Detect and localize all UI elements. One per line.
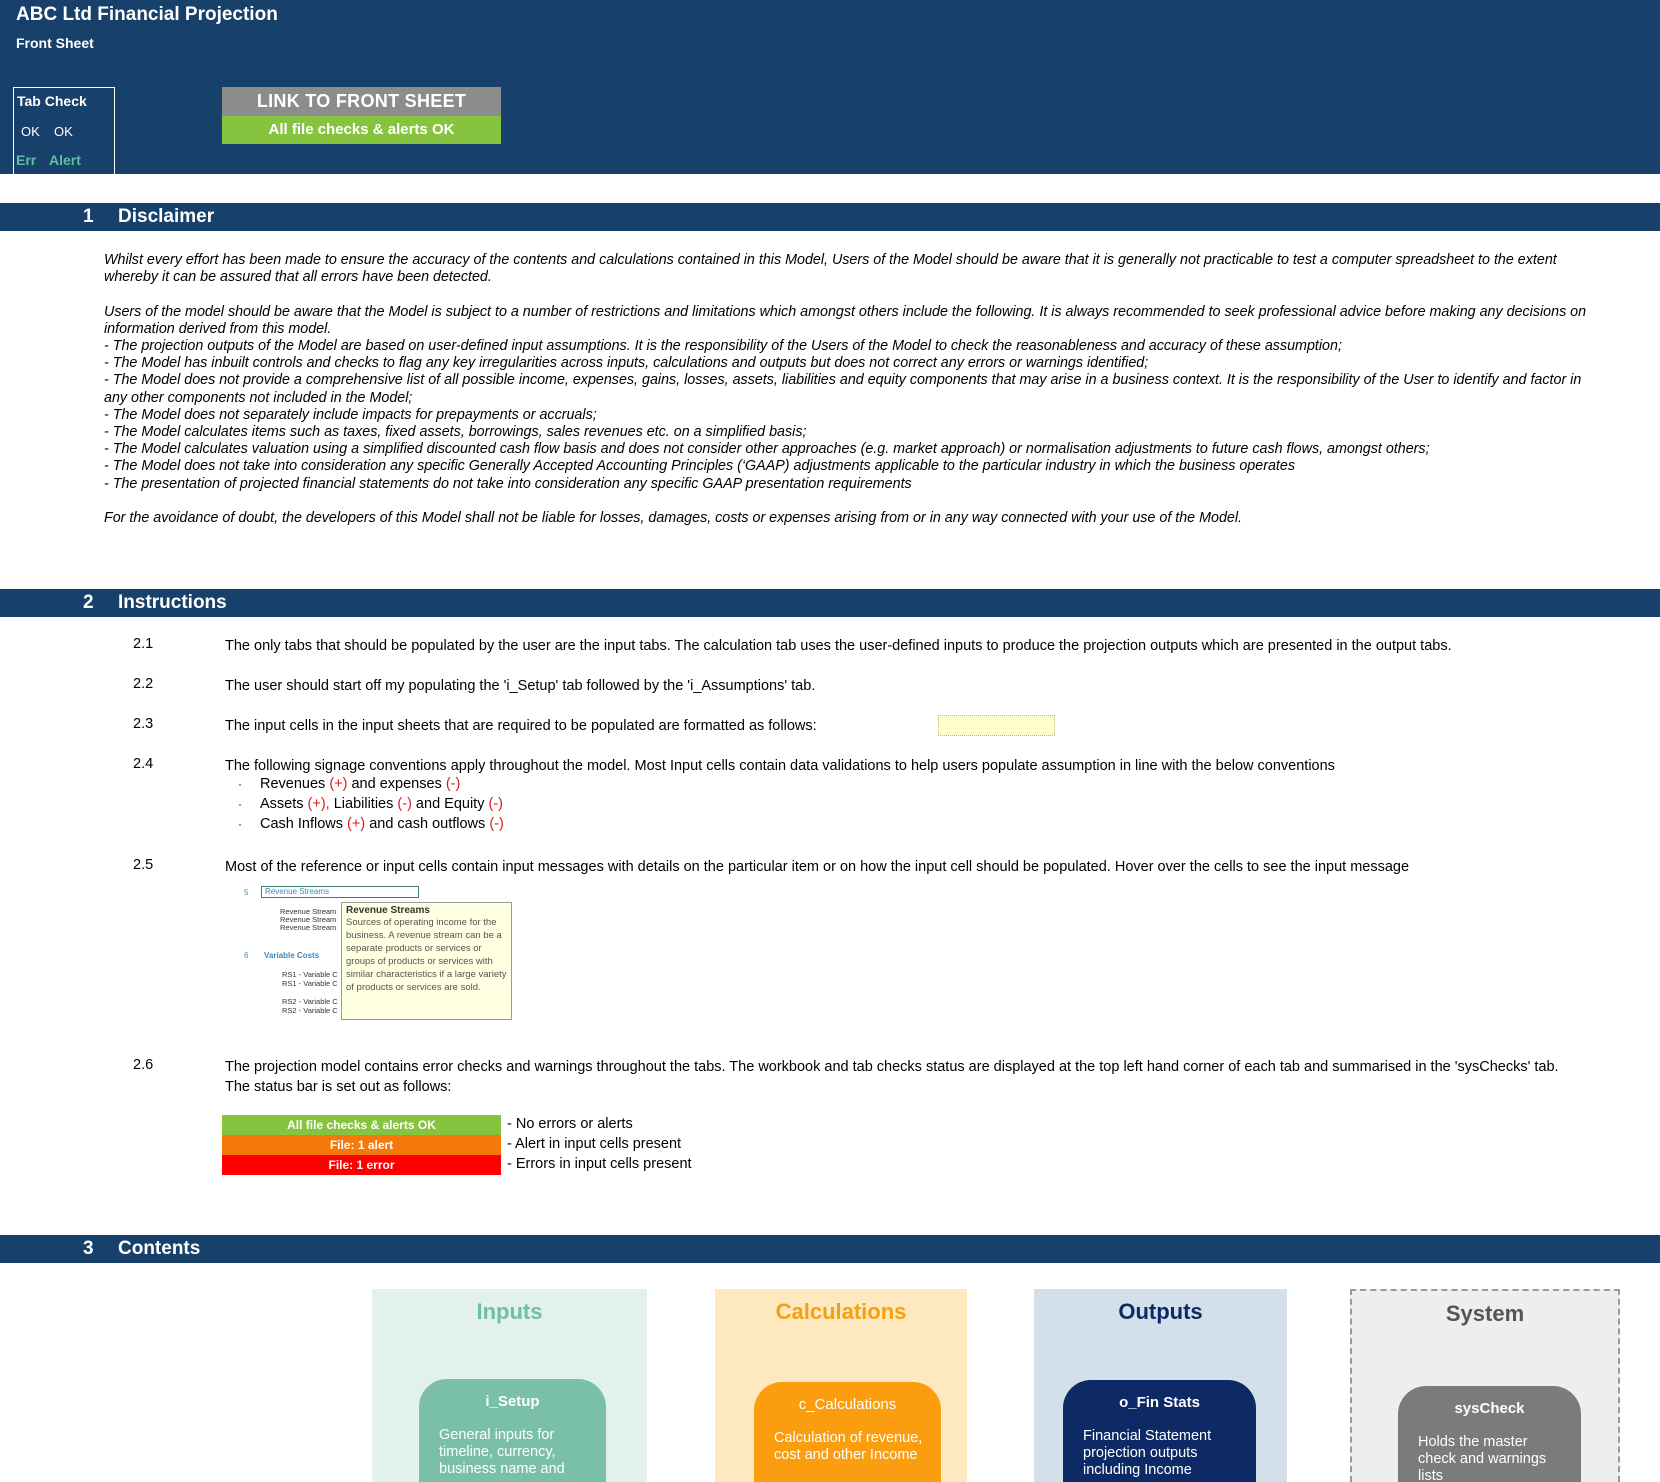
tab-check-panel [13, 87, 115, 174]
popup-body: Sources of operating income for the business. A revenue stream can be a separate products or services or groups of products or services with similar characteristics if a large variety of products or services are sold. [346, 917, 507, 993]
disclaimer-bullet: - The Model has inbuilt controls and checks to flag any key irregularities across inputs, calculations and outputs but does not correct any errors or warnings identified; [104, 355, 1149, 372]
row-label: Variable Costs [264, 951, 320, 960]
section-title: Contents [118, 1238, 201, 1259]
convention-item: · Assets (+), Liabilities (-) and Equity (-) [238, 796, 503, 812]
row-label: RS2 - Variable C [282, 1006, 338, 1015]
tab-check-ok-2: OK [54, 124, 73, 139]
tab-link-title: sysCheck [1454, 1400, 1525, 1417]
tab-check-alert: Alert [49, 152, 81, 168]
input-message-example [237, 882, 517, 1022]
tab-link-syscheck[interactable] [1398, 1386, 1581, 1482]
tab-check-err: Err [16, 152, 37, 168]
disclaimer-bullet: - The Model calculates valuation using a simplified discounted cash flow basis and does not consider other approaches (e.g. market approach) or normalisation adjustments to future cash flows, amongst others; [104, 441, 1430, 458]
instruction-number: 2.6 [133, 1057, 154, 1073]
bullet-icon: · [238, 797, 242, 811]
tab-check-label: Tab Check [17, 93, 87, 109]
instruction-number: 2.1 [133, 636, 154, 652]
instruction-number: 2.5 [133, 857, 154, 873]
status-bar-error: File: 1 error [222, 1155, 501, 1175]
row-number: 5 [244, 888, 249, 897]
section-number: 2 [83, 592, 94, 613]
convention-item: · Revenues (+) and expenses (-) [238, 776, 461, 792]
convention-item: · Cash Inflows (+) and cash outflows (-) [238, 816, 504, 832]
instruction-text: The only tabs that should be populated by the user are the input tabs. The calculation tab uses the user-defined inputs to produce the projection outputs which are presented in the output tabs. [225, 638, 1452, 654]
row-label: Revenue Stream [280, 915, 337, 924]
section-title: Instructions [118, 592, 227, 613]
contents-card-inputs [372, 1289, 647, 1482]
section-title: Disclaimer [118, 206, 215, 227]
instruction-text: The status bar is set out as follows: [225, 1079, 452, 1095]
link-to-front-sheet-button[interactable]: LINK TO FRONT SHEET [222, 87, 501, 116]
tab-link-i-setup[interactable] [419, 1379, 606, 1482]
row-label: RS2 - Variable C [282, 997, 338, 1006]
disclaimer-text [104, 252, 1604, 544]
row-label: Revenue Stream [280, 907, 337, 916]
popup-title: Revenue Streams [346, 905, 430, 916]
tab-link-c-calculations[interactable] [754, 1382, 941, 1482]
tab-link-title: c_Calculations [798, 1396, 897, 1413]
tab-check-ok-1: OK [21, 124, 40, 139]
input-message-popup [341, 902, 512, 1020]
bullet-icon: · [238, 777, 242, 791]
section-number: 3 [83, 1238, 94, 1259]
row-label: Revenue Stream [280, 923, 337, 932]
tab-link-title: i_Setup [485, 1393, 540, 1410]
status-bar-alert: File: 1 alert [222, 1135, 501, 1155]
input-cell-format-sample[interactable] [938, 715, 1055, 736]
tab-link-description: Holds the master check and warnings lists [1418, 1434, 1547, 1482]
file-status-bar[interactable]: All file checks & alerts OK [222, 116, 501, 144]
instruction-text: The input cells in the input sheets that are required to be populated are formatted as follows: [225, 718, 817, 734]
card-title: Calculations [775, 1299, 907, 1324]
instruction-number: 2.4 [133, 756, 154, 772]
section-header-disclaimer [0, 203, 1660, 231]
disclaimer-bullet: - The Model calculates items such as taxes, fixed assets, borrowings, sales revenues etc. on a simplified basis; [104, 424, 807, 441]
instruction-number: 2.3 [133, 716, 154, 732]
workbook-title: ABC Ltd Financial Projection [16, 4, 278, 25]
row-number: 6 [244, 951, 249, 960]
sheet-subtitle: Front Sheet [16, 35, 94, 51]
row-label: RS1 - Variable C [282, 970, 338, 979]
instruction-number: 2.2 [133, 676, 154, 692]
tab-link-description: General inputs for timeline, currency, business name and [439, 1427, 565, 1477]
card-title: Inputs [476, 1299, 543, 1324]
instruction-text: The user should start off my populating the 'i_Setup' tab followed by the 'i_Assumptions' tab. [225, 678, 816, 694]
contents-card-calculations [715, 1289, 967, 1482]
tab-link-description: Calculation of revenue, cost and other Income [774, 1430, 923, 1463]
disclaimer-bullet: - The Model does not provide a comprehensive list of all possible income, expenses, gains, losses, assets, liabilities and equity components that may arise in a business context. It is the responsibility of the User to identify and factor in any other components not included in the Model; [104, 372, 1582, 406]
tab-link-description: Financial Statement projection outputs including Income [1083, 1428, 1212, 1478]
contents-card-system [1350, 1289, 1620, 1482]
disclaimer-paragraph: Users of the model should be aware that the Model is subject to a number of restrictions and limitations which amongst others include the following. It is always recommended to seek professional advice before making any decisions on information derived from this model. [104, 303, 1587, 337]
status-description: - Errors in input cells present [507, 1156, 692, 1172]
status-description: - No errors or alerts [507, 1116, 633, 1132]
header-banner [0, 0, 1660, 174]
disclaimer-paragraph: Whilst every effort has been made to ensure the accuracy of the contents and calculations contained in this Model, Users of the Model should be aware that it is generally not practicable to test a computer spreadsheet to the extent whereby it can be assured that all errors have been detected. [104, 252, 1557, 286]
card-title: Outputs [1118, 1299, 1203, 1324]
disclaimer-bullet: - The Model does not separately include impacts for prepayments or accruals; [104, 406, 597, 423]
disclaimer-paragraph: For the avoidance of doubt, the developers of this Model shall not be liable for losses, damages, costs or expenses arising from or in any way connected with your use of the Model. [104, 510, 1243, 527]
instruction-text: The following signage conventions apply throughout the model. Most Input cells contain data validations to help users populate assumption in line with the below conventions [225, 758, 1335, 774]
disclaimer-bullet: - The projection outputs of the Model are based on user-defined input assumptions. It is the responsibility of the Users of the Model to check the reasonableness and accuracy of these assumption; [104, 338, 1342, 354]
status-bar-ok: All file checks & alerts OK [222, 1115, 501, 1135]
section-header-instructions [0, 589, 1660, 617]
tab-link-o-fin-stats[interactable] [1063, 1380, 1256, 1482]
card-title: System [1445, 1301, 1525, 1326]
instruction-text: Most of the reference or input cells contain input messages with details on the particular item or on how the input cell should be populated. Hover over the cells to see the input message [225, 859, 1410, 875]
row-label: RS1 - Variable C [282, 979, 338, 988]
disclaimer-bullet: - The Model does not take into consideration any specific Generally Accepted Accounting Principles (‘GAAP) adjustments applicable to the particular industry in which the business operates [104, 458, 1295, 475]
instruction-text: The projection model contains error checks and warnings throughout the tabs. The workbook and tab checks status are displayed at the top left hand corner of each tab and summarised in the 'sysChecks' tab. [225, 1059, 1559, 1075]
status-description: - Alert in input cells present [507, 1136, 682, 1152]
bullet-icon: · [238, 817, 242, 831]
section-number: 1 [83, 206, 94, 227]
selected-cell[interactable]: Revenue Streams [261, 886, 419, 898]
section-header-contents [0, 1235, 1660, 1263]
disclaimer-bullet: - The presentation of projected financial statements do not take into consideration any specific GAAP presentation requirements [104, 475, 912, 492]
contents-card-outputs [1034, 1289, 1287, 1482]
tab-link-title: o_Fin Stats [1119, 1394, 1200, 1411]
